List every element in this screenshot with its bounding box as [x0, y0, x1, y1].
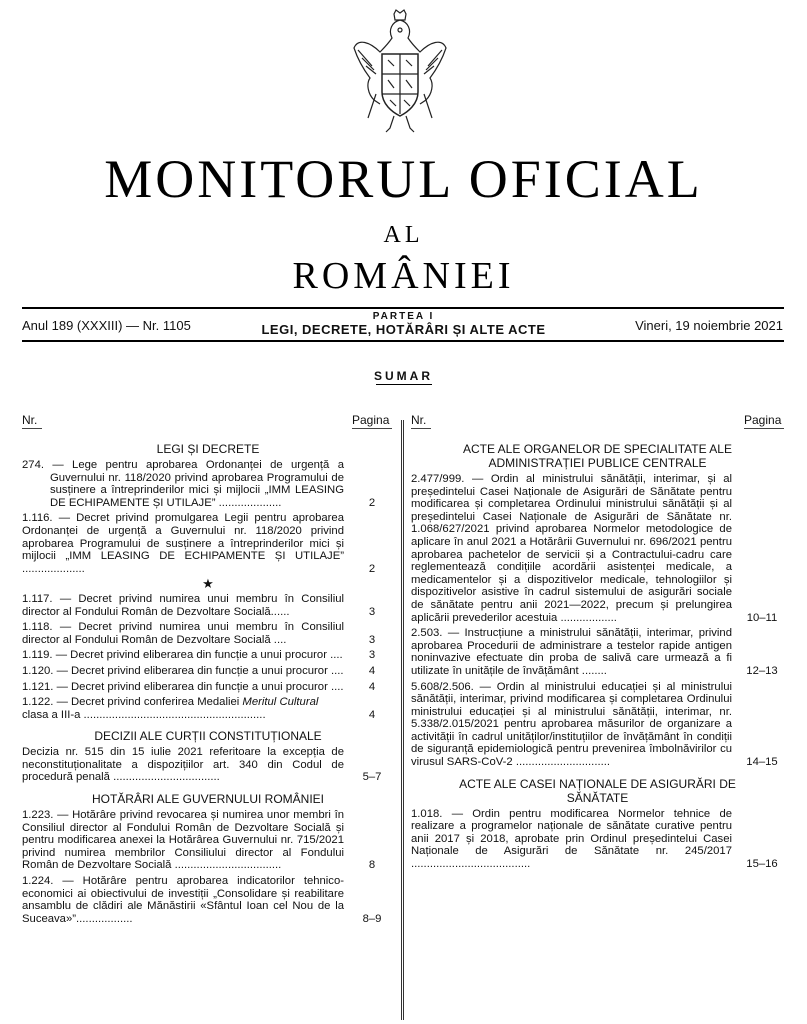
summary-underline — [376, 384, 432, 385]
entry-number: 2.477/999. — [411, 473, 465, 485]
publication-country: ROMÂNIEI — [292, 255, 515, 297]
entry-text: — Hotărâre privind revocarea și numirea unor membri în Consiliul director al Fondului Român de Dezvoltare Socială și pentru modificarea anexei la Hotărârea Guvernului nr. 715/2021 privind numirea membrilor Consiliului director al Fondului Român de Dezvoltare Socială — [22, 809, 344, 872]
list-item[interactable]: 1.117. — Decret privind numirea unui membru în Consiliul director al Fondului Român de Dezvoltare Socială...... 3 — [22, 593, 394, 618]
entry-text-italic: Meritul Cultural — [242, 696, 319, 709]
summary-heading: SUMAR — [374, 369, 433, 383]
entry-page: 3 — [368, 633, 376, 646]
entry-text: — Decret privind eliberarea din funcție a unui procuror — [56, 680, 328, 693]
entry-number: 1.018. — [411, 807, 443, 820]
entry-number: 274. — [22, 459, 44, 471]
publication-subtitle: AL — [383, 222, 424, 248]
entry-page: 3 — [368, 649, 376, 662]
entry-text: — Ordin pentru modificarea Normelor tehnice de realizare a programelor naționale de sănătate curative pentru anii 2017 și 2018, aprobate prin Ordinul președintelui Casei Naționale de Asigurări de Sănătate nr. 245/2017 — [411, 807, 733, 858]
list-item[interactable]: 274. — Lege pentru aprobarea Ordonanței de urgență a Guvernului nr. 118/2020 privind aprobarea Programului de susținere a întreprinderilor mici și mijlocii „IMM LEASING DE ECHIPAMENTE ȘI UTILAJE” .................... 2 — [22, 459, 394, 509]
column-divider — [401, 420, 404, 1020]
header-top-rule — [22, 307, 784, 309]
section-heading: DECIZII ALE CURȚII CONSTITUȚIONALE — [94, 729, 322, 744]
right-column — [411, 440, 784, 874]
list-item[interactable]: 1.122. — Decret privind conferirea Medaliei Meritul Cultural clasa a III-a .......................................................... 4 — [22, 696, 394, 721]
entry-text: — Decret privind numirea unui membru în Consiliul director al Fondului Român de Dezvoltare Socială — [22, 621, 344, 646]
entry-number: 5.608/2.506. — [411, 680, 474, 693]
header-bottom-rule — [22, 340, 784, 342]
entry-page: 10–11 — [746, 611, 778, 624]
entry-page: 14–15 — [746, 756, 778, 769]
part-title: LEGI, DECRETE, HOTĂRÂRI ȘI ALTE ACTE — [261, 322, 546, 337]
entry-page: 5–7 — [362, 771, 382, 784]
entry-number: 1.117. — [22, 592, 53, 605]
section-heading: ACTE ALE CASEI NAȚIONALE DE ASIGURĂRI DE SĂNĂTATE — [459, 776, 736, 805]
entry-number: 1.118. — [22, 621, 53, 634]
right-nr-underline — [411, 428, 431, 429]
entry-page: 2 — [368, 496, 376, 509]
entry-text: — Decret privind conferirea Medaliei — [56, 696, 243, 709]
entry-page: 4 — [368, 680, 376, 693]
entry-number: 1.116. — [22, 512, 53, 525]
entry-text: clasa a III-a — [22, 708, 81, 721]
list-item[interactable]: 1.018. — Ordin pentru modificarea Normelor tehnice de realizare a programelor naționale de sănătate curative pentru anii 2017 și 2018, aprobate prin Ordinul președintelui Casei Naționale de Asigurări de Sănătate nr. 245/2017 ...................................... 15–16 — [411, 808, 784, 871]
list-item[interactable]: Decizia nr. 515 din 15 iulie 2021 referitoare la excepția de neconstituționalitate a dispozițiilor art. 340 din Codul de procedură penală .................................. 5–7 — [22, 746, 394, 784]
list-item[interactable]: 2.477/999. — Ordin al ministrului sănătății, interimar, și al președintelui Casei Naționale de Asigurări de Sănătate pentru modificarea și completarea Ordinului ministrului sănătății și al președintelui Casei Naționale de Asigurări de Sănătate nr. 1.068/627/2021 privind aprobarea Normelor metodologice de aplicare în anul 2021 a Hotărârii Guvernului nr. 696/2021 pentru aprobarea pachetelor de servicii și a Contractului-cadru care reglementează condițiile acordării asistenței medicale, a medicamentelor și a dispozitivelor medicale, tehnologiilor și dispozitivelor asistive în cadrul sistemului de asigurări sociale de sănătate pentru anii 2021—2022, precum și prelungirea aplicării prevederilor acestuia .................. 10–11 — [411, 473, 784, 624]
entry-number: 1.120. — [22, 664, 54, 677]
section-heading: HOTĂRÂRI ALE GUVERNULUI ROMÂNIEI — [91, 792, 325, 807]
list-item[interactable]: 1.118. — Decret privind numirea unui membru în Consiliul director al Fondului Român de Dezvoltare Socială .... 3 — [22, 621, 394, 646]
list-item[interactable]: 1.116. — Decret privind promulgarea Legii pentru aprobarea Ordonanței de urgență a Guvernului nr. 118/2020 privind aprobarea Programului de susținere a întreprinderilor mici și mijlocii „IMM LEASING DE ECHIPAMENTE ȘI UTILAJE” .................... 2 — [22, 512, 394, 575]
list-item[interactable]: 1.223. — Hotărâre privind revocarea și numirea unor membri în Consiliul director al Fondului Român de Dezvoltare Socială și pentru modificarea anexei la Hotărârea Guvernului nr. 715/2021 privind numirea membrilor Consiliului director al Fondului Român de Dezvoltare Socială .................................. 8 — [22, 809, 394, 872]
entry-text: — Decret privind eliberarea din funcție a unui procuror — [56, 664, 328, 677]
list-item[interactable]: 2.503. — Instrucțiune a ministrului sănătății, interimar, privind aprobarea Procedurii de administrare a testelor rapide antigen noninvazive efectuate din proba de salivă care urmează a fi utilizate în unitățile de învățământ ........ 12–13 — [411, 627, 784, 677]
entry-page: 3 — [368, 605, 376, 618]
entry-text: Decizia nr. 515 din 15 iulie 2021 referitoare la excepția de neconstituționalitate a dispozițiilor art. 340 din Codul de procedură penală — [22, 746, 344, 784]
entry-number: 1.223. — [22, 809, 54, 822]
entry-text: — Lege pentru aprobarea Ordonanței de urgență a Guvernului nr. 118/2020 privind aprobarea Programului de susținere a întreprinderilor mici și mijlocii „IMM LEASING DE ECHIPAMENTE ȘI UTILAJE” — [50, 459, 344, 509]
list-item[interactable]: 1.224. — Hotărâre pentru aprobarea indicatorilor tehnico-economici ai obiectivului de investiții „Consolidare și reabilitare ansamblu de clădiri ale Mănăstirii «Sfântul Ioan cel Nou de la Suceava»”.................. 8–9 — [22, 875, 394, 925]
entry-number: 2.503. — [411, 627, 443, 640]
entry-number: 1.119. — [22, 649, 53, 662]
list-item[interactable]: 1.120. — Decret privind eliberarea din funcție a unui procuror .... 4 — [22, 665, 394, 678]
star-separator: ★ — [202, 576, 214, 592]
entry-page: 12–13 — [746, 664, 778, 677]
list-item[interactable]: 1.119. — Decret privind eliberarea din funcție a unui procuror .... 3 — [22, 649, 394, 662]
entry-page: 8 — [368, 859, 376, 872]
coat-of-arms-icon — [350, 8, 450, 136]
left-col-page: Pagina — [352, 413, 390, 427]
section-heading: LEGI ȘI DECRETE — [156, 442, 260, 456]
entry-text: — Decret privind numirea unui membru în Consiliul director al Fondului Român de Dezvoltare Socială — [22, 592, 344, 618]
list-item[interactable]: 1.121. — Decret privind eliberarea din funcție a unui procuror .... 4 — [22, 681, 394, 694]
entry-text: — Decret privind promulgarea Legii pentru aprobarea Ordonanței de urgență a Guvernului nr. 118/2020 privind aprobarea Programului de susținere a întreprinderilor mici și mijlocii „IMM LEASING DE ECHIPAMENTE ȘI UTILAJE” — [22, 512, 344, 563]
entry-text: — Ordin al ministrului sănătății, interimar, și al președintelui Casei Naționale de Asigurări de Sănătate pentru modificarea și completarea Ordinului ministrului sănătății și al președintelui Casei Naționale de Asigurări de Sănătate nr. 1.068/627/2021 privind aprobarea Normelor metodologice de aplicare în anul 2021 a Hotărârii Guvernului nr. 696/2021 pentru aprobarea pachetelor de servicii și a Contractului-cadru care reglementează condițiile acordării asistenței medicale, a medicamentelor și a dispozitivelor medicale, tehnologiilor și dispozitivelor asistive în cadrul sistemului de asigurări sociale de sănătate pentru anii 2021—2022, precum și prelungirea aplicării prevederilor acestuia — [411, 473, 733, 624]
issue-number: Anul 189 (XXXIII) — Nr. 1105 — [22, 318, 191, 333]
part-label: PARTEA I — [372, 311, 435, 322]
left-col-nr: Nr. — [22, 413, 38, 427]
section-heading: ACTE ALE ORGANELOR DE SPECIALITATE ALE ADMINISTRAȚIEI PUBLICE CENTRALE — [463, 442, 732, 470]
entry-number: 1.224. — [22, 875, 54, 888]
right-col-nr: Nr. — [411, 413, 427, 427]
entry-number: 1.121. — [22, 680, 54, 693]
entry-page: 4 — [368, 664, 376, 677]
entry-page: 2 — [368, 562, 376, 575]
right-col-page: Pagina — [744, 413, 782, 427]
left-page-underline — [352, 428, 392, 429]
entry-page: 8–9 — [362, 912, 382, 925]
entry-text: — Hotărâre pentru aprobarea indicatorilor tehnico-economici ai obiectivului de investiții „Consolidare și reabilitare ansamblu de clădiri ale Mănăstirii «Sfântul Ioan cel Nou de la Suceava»” — [22, 875, 345, 925]
entry-text: — Instrucțiune a ministrului sănătății, interimar, privind aprobarea Procedurii de administrare a testelor rapide antigen noninvazive efectuate din proba de salivă care urmează a fi utilizate în unitățile de învățământ — [411, 627, 733, 677]
left-nr-underline — [22, 428, 42, 429]
entry-page: 4 — [368, 708, 376, 721]
right-page-underline — [744, 428, 784, 429]
entry-page: 15–16 — [746, 858, 778, 871]
left-column — [22, 440, 394, 928]
publication-title: MONITORUL OFICIAL — [104, 149, 703, 209]
list-item[interactable]: 5.608/2.506. — Ordin al ministrului educației și al ministrului sănătății, interimar, privind modificarea și completarea Ordinului ministrului educației și al ministrului sănătății, interimar, nr. 5.338/2.015/2021 pentru aprobarea măsurilor de organizare a activității în cadrul unităților/instituțiilor de învățământ în condiții de siguranță epidemiologică pentru prevenirea îmbolnăvirilor cu virusul SARS-CoV-2 .............................. 14–15 — [411, 681, 784, 769]
issue-date: Vineri, 19 noiembrie 2021 — [635, 318, 783, 333]
entry-text: — Decret privind eliberarea din funcție a unui procuror — [55, 649, 327, 662]
entry-text: — Ordin al ministrului educației și al ministrului sănătății, interimar, privind modificarea și completarea Ordinului ministrului educației și al ministrului sănătății, interimar, nr. 5.338/2.015/2021 pentru aprobarea măsurilor de organizare a activității în cadrul unităților/instituțiilor de învățământ în condiții de siguranță epidemiologică pentru prevenirea îmbolnăvirilor cu virusul SARS-CoV-2 — [411, 680, 732, 769]
entry-number: 1.122. — [22, 696, 54, 709]
